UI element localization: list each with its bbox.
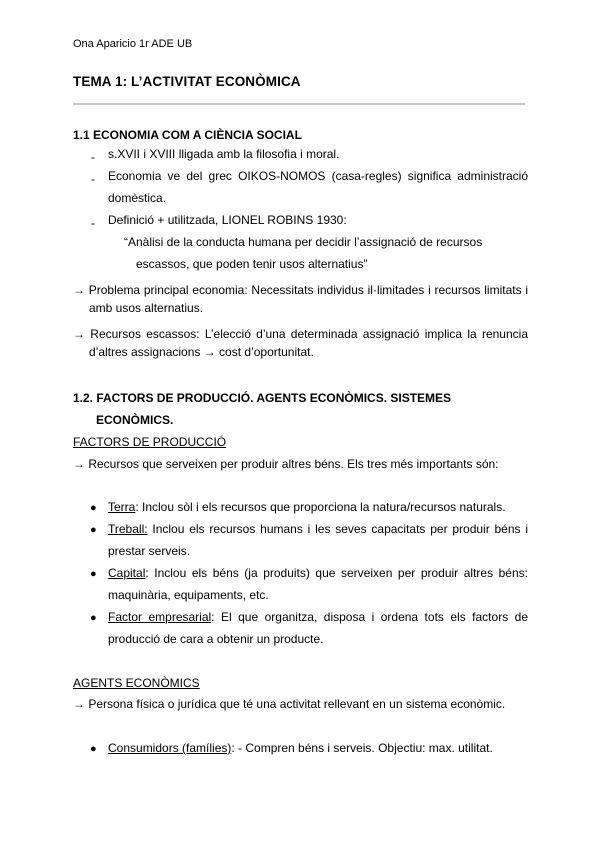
factor-treball-line2: prestar serveis. [108, 544, 191, 558]
section-heading-1-1: 1.1 ECONOMIA COM A CIÈNCIA SOCIAL [73, 128, 302, 142]
subheading-agents: AGENTS ECONÒMICS [73, 676, 200, 690]
factor-desc: Inclou els recursos humans i les seves capacitats per produir béns i [147, 522, 528, 536]
factor-desc: : El que organitza, disposa i ordena tots els factors de [211, 610, 529, 624]
bullet-marker: ● [90, 502, 97, 514]
bullet-marker: ● [90, 568, 97, 580]
quote-line-2: escassos, que poden tenir usos alternatius” [136, 257, 368, 271]
bullet-marker: ● [90, 743, 97, 755]
section-heading-1-2: 1.2. FACTORS DE PRODUCCIÓ. AGENTS ECONÒMICS. SISTEMES [73, 391, 452, 405]
dash-item-2-line2: domèstica. [108, 191, 167, 205]
dash-marker: - [91, 150, 95, 164]
quote-line-1: “Anàlisi de la conducta humana per decidir l’assignació de recursos [124, 235, 483, 249]
arrow-note-2-line2: d’altres assignacions → cost d’oportunitat. [89, 345, 314, 359]
bullet-marker: ● [90, 524, 97, 536]
factors-intro: → Recursos que serveixen per produir altres béns. Els tres més importants són: [73, 457, 499, 471]
dash-marker: - [91, 216, 95, 230]
agents-intro: → Persona física o jurídica que té una activitat rellevant en un sistema econòmic. [73, 697, 506, 711]
factor-capital-line1 [108, 566, 528, 580]
agent-desc: : - Compren béns i serveis. Objectiu: max. utilitat. [231, 741, 493, 755]
subheading-factors: FACTORS DE PRODUCCIÓ [73, 435, 227, 449]
factor-term: Capital [108, 566, 146, 580]
factor-desc: : Inclou sòl i els recursos que proporciona la natura/recursos naturals. [135, 500, 506, 514]
factor-capital-line2: maquinària, equipaments, etc. [108, 588, 269, 602]
agent-term: Consumidors (famílies) [108, 741, 232, 755]
dash-item-3: Definició + utilitzada, LIONEL ROBINS 1930: [108, 213, 347, 227]
dash-item-2-line1: Economia ve del grec OIKOS-NOMOS (casa-regles) significa administració [108, 169, 528, 183]
factor-desc: : Inclou els béns (ja produits) que serveixen per produir altres béns: [145, 566, 528, 580]
bullet-marker: ● [90, 612, 97, 624]
page-title: TEMA 1: L’ACTIVITAT ECONÒMICA [73, 74, 301, 89]
factor-treball-line1 [108, 522, 528, 536]
dash-marker: - [91, 172, 95, 186]
title-divider [73, 103, 525, 105]
arrow-note-1-line2: amb usos alternatius. [89, 301, 204, 315]
factor-term: Terra [108, 500, 136, 514]
factor-empresarial-line1 [108, 610, 528, 624]
arrow-note-1-line1: → Problema principal economia: Necessitats individus il·limitades i recursos limitats i [73, 283, 528, 297]
author-header: Ona Aparicio 1r ADE UB [73, 38, 193, 50]
factor-empresarial-line2: producció de cara a obtenir un producte. [108, 632, 324, 646]
factor-term: Factor empresarial [108, 610, 212, 624]
factor-terra [108, 500, 528, 514]
arrow-note-2-line1: → Recursos escassos: L’elecció d’una determinada assignació implica la renuncia [73, 327, 528, 341]
agent-consumidors [108, 741, 528, 755]
dash-item-1: s.XVII i XVIII lligada amb la filosofia i moral. [108, 147, 340, 161]
factor-term: Treball: [108, 522, 148, 536]
section-heading-1-2-cont: ECONÒMICS. [96, 413, 174, 427]
